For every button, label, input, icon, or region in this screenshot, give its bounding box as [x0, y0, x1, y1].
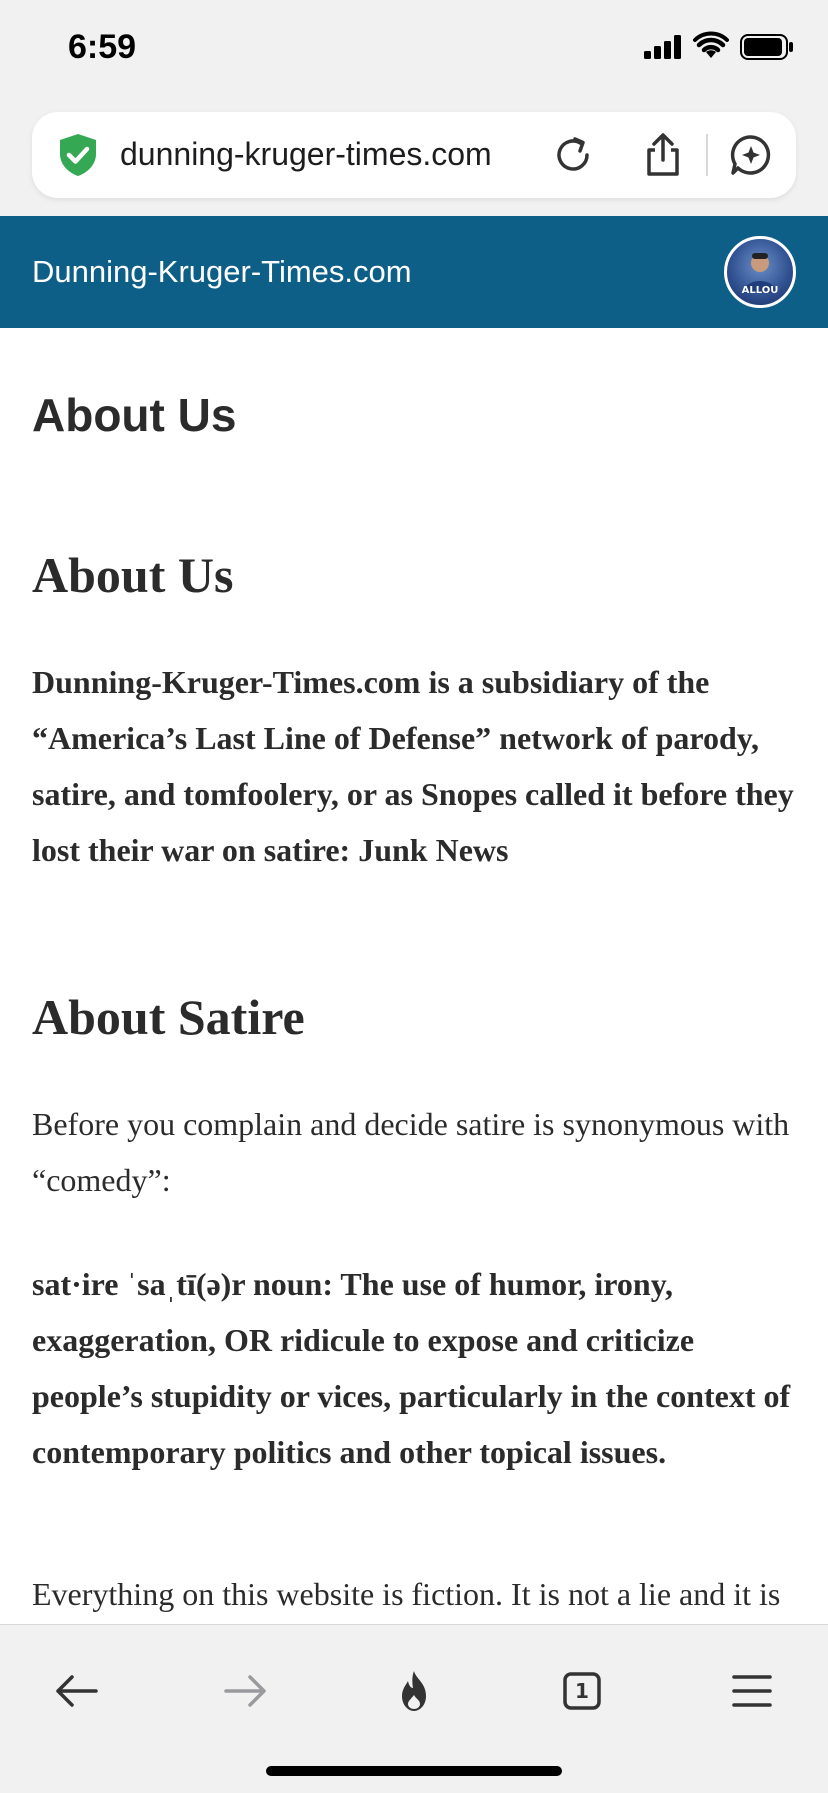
forward-arrow-icon[interactable]: [214, 1659, 278, 1723]
fiction-disclaimer-paragraph: Everything on this website is fiction. It is not a lie and it is: [32, 1576, 781, 1612]
status-time: 6:59: [68, 28, 137, 66]
shield-check-icon[interactable]: [56, 132, 100, 183]
status-icons: [644, 34, 794, 60]
site-title[interactable]: Dunning-Kruger-Times.com: [32, 254, 412, 289]
back-arrow-icon[interactable]: [44, 1659, 108, 1723]
home-indicator: [266, 1766, 562, 1776]
battery-icon: [740, 34, 794, 60]
address-bar[interactable]: [32, 112, 796, 198]
reload-icon[interactable]: [550, 132, 596, 178]
flame-icon[interactable]: [382, 1659, 446, 1723]
section-heading-about-us: About Us: [32, 547, 234, 603]
satire-intro-paragraph: Before you complain and decide satire is synonymous with “comedy”:: [32, 1106, 790, 1198]
status-bar: [0, 0, 828, 100]
page-content: [0, 328, 828, 1624]
avatar-badge: ALLOU: [741, 285, 779, 296]
satire-definition-paragraph: sat·ire ˈsaˌtī(ə)r noun: The use of humor, irony, exaggeration, OR ridicule to expose and criticize people’s stupidity or vices, particularly in the context of contemporary politics and other topical issues.: [32, 1266, 791, 1470]
address-bar-divider: [706, 134, 708, 176]
about-us-paragraph: Dunning-Kruger-Times.com is a subsidiary of the “America’s Last Line of Defense” network of parody, satire, and tomfoolery, or as Snopes called it before they lost their war on satire: Junk News: [32, 664, 794, 868]
site-header: [0, 216, 828, 328]
share-icon[interactable]: [640, 132, 686, 178]
section-heading-about-satire: About Satire: [32, 989, 305, 1045]
wifi-icon: [694, 34, 728, 60]
page-title: About Us: [32, 389, 237, 441]
url-text[interactable]: dunning-kruger-times.com: [120, 136, 492, 172]
tab-count: 1: [575, 1679, 589, 1703]
menu-icon[interactable]: [720, 1659, 784, 1723]
ai-assistant-icon[interactable]: [728, 132, 774, 178]
cellular-signal-icon: [644, 35, 682, 59]
avatar-person-icon: [727, 239, 793, 305]
tabs-count-icon[interactable]: [550, 1659, 614, 1723]
avatar[interactable]: [724, 236, 796, 308]
